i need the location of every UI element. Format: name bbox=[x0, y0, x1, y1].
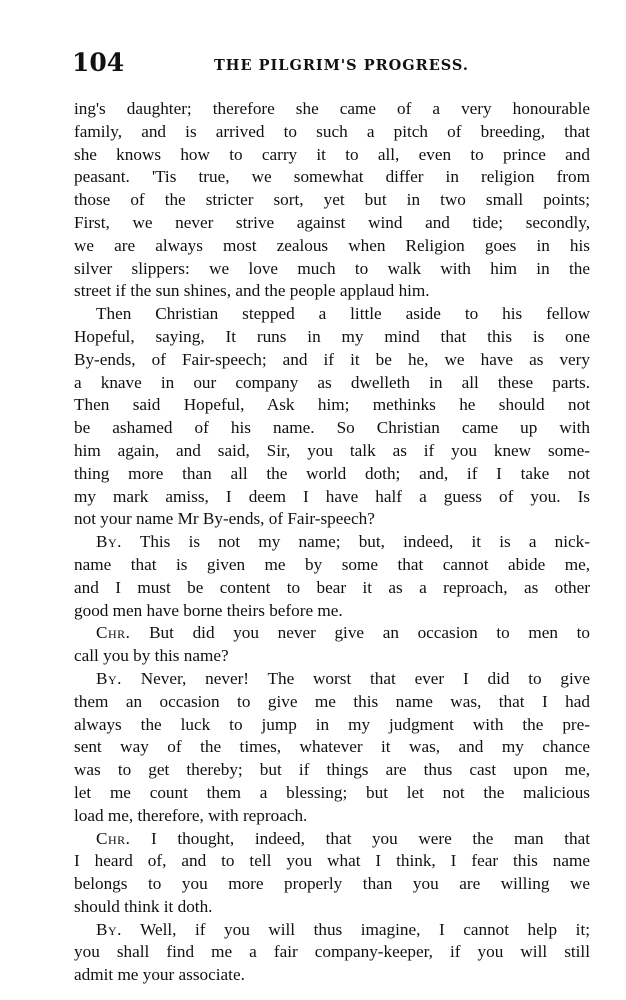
text-line: she knows how to carry it to all, even to prince and bbox=[74, 144, 590, 164]
text-line: those of the stricter sort, yet but in two small points; bbox=[74, 190, 590, 210]
dialogue-paragraph bbox=[74, 828, 590, 919]
text-line: I heard of, and to tell you what I think, I fear this name bbox=[74, 851, 590, 871]
text-line bbox=[74, 828, 590, 851]
text-line: ing's daughter; therefore she came of a very honourable bbox=[74, 99, 590, 118]
text-line: name that is given me by some that cannot abide me, bbox=[74, 554, 590, 574]
dialogue-paragraph bbox=[74, 668, 590, 828]
text-line bbox=[74, 622, 590, 645]
dialogue-paragraph bbox=[74, 919, 590, 987]
dialogue-paragraph bbox=[74, 531, 590, 622]
text-line: and I must be content to bear it as a reproach, as other bbox=[74, 577, 590, 597]
text-line: belongs to you more properly than you are willing we bbox=[74, 874, 590, 894]
line-text: I thought, indeed, that you were the man that bbox=[130, 828, 590, 848]
text-line: Hopeful, saying, It runs in my mind that this is one bbox=[74, 326, 590, 346]
text-line: not your name Mr By-ends, of Fair-speech? bbox=[74, 509, 375, 529]
text-line: be ashamed of his name. So Christian came up with bbox=[74, 418, 590, 438]
text-line bbox=[74, 668, 590, 691]
text-line: load me, therefore, with reproach. bbox=[74, 805, 308, 825]
paragraph bbox=[74, 303, 590, 531]
text-line: thing more than all the world doth; and, if I take not bbox=[74, 463, 590, 483]
text-line: them an occasion to give me this name was, that I had bbox=[74, 691, 590, 711]
speaker-label: By. bbox=[96, 668, 122, 688]
speaker-label: Chr. bbox=[96, 828, 131, 848]
text-line: By-ends, of Fair-speech; and if it be he, we have as very bbox=[74, 349, 590, 369]
text-line: him again, and said, Sir, you talk as if you knew some- bbox=[74, 440, 590, 460]
speaker-label: By. bbox=[96, 919, 122, 939]
text-line: my mark amiss, I deem I have half a guess of you. Is bbox=[74, 486, 590, 506]
text-line: let me count them a blessing; but let not the malicious bbox=[74, 782, 590, 802]
text-line: should think it doth. bbox=[74, 896, 213, 916]
text-line: First, we never strive against wind and tide; secondly, bbox=[74, 212, 590, 232]
line-text: This is not my name; but, indeed, it is a nick- bbox=[121, 532, 590, 552]
text-line: sent way of the times, whatever it was, and my chance bbox=[74, 737, 590, 757]
body-text bbox=[74, 98, 590, 987]
speaker-label: By. bbox=[96, 532, 122, 552]
text-line: family, and is arrived to such a pitch of breeding, that bbox=[74, 121, 590, 141]
text-line bbox=[74, 919, 590, 942]
text-line: you shall find me a fair company-keeper, if you will still bbox=[74, 942, 590, 962]
text-line: good men have borne theirs before me. bbox=[74, 600, 343, 620]
speaker-label: Chr. bbox=[96, 623, 131, 643]
page-number: 104 bbox=[72, 48, 125, 77]
text-line: always the luck to jump in my judgment with the pre- bbox=[74, 714, 590, 734]
dialogue-paragraph bbox=[74, 622, 590, 668]
text-line: Then said Hopeful, Ask him; methinks he should not bbox=[74, 395, 590, 415]
text-line: Then Christian stepped a little aside to his fellow bbox=[96, 304, 590, 324]
paragraph bbox=[74, 98, 590, 303]
text-line bbox=[74, 531, 590, 554]
text-line: admit me your associate. bbox=[74, 965, 245, 985]
line-text: Never, never! The worst that ever I did to give bbox=[121, 668, 590, 688]
text-line: was to get thereby; but if things are thus cast upon me, bbox=[74, 760, 590, 780]
text-line: peasant. 'Tis true, we somewhat differ in religion from bbox=[74, 167, 590, 187]
text-line: call you by this name? bbox=[74, 646, 229, 666]
line-text: But did you never give an occasion to men to bbox=[130, 623, 590, 643]
text-line: we are always most zealous when Religion goes in his bbox=[74, 235, 590, 255]
page-header bbox=[72, 48, 592, 78]
text-line: a knave in our company as dwelleth in all these parts. bbox=[74, 372, 590, 392]
running-title: THE PILGRIM'S PROGRESS. bbox=[214, 57, 469, 74]
text-line: silver slippers: we love much to walk with him in the bbox=[74, 258, 590, 278]
line-text: Well, if you will thus imagine, I cannot help it; bbox=[121, 919, 590, 939]
text-line: street if the sun shines, and the people applaud him. bbox=[74, 281, 430, 301]
